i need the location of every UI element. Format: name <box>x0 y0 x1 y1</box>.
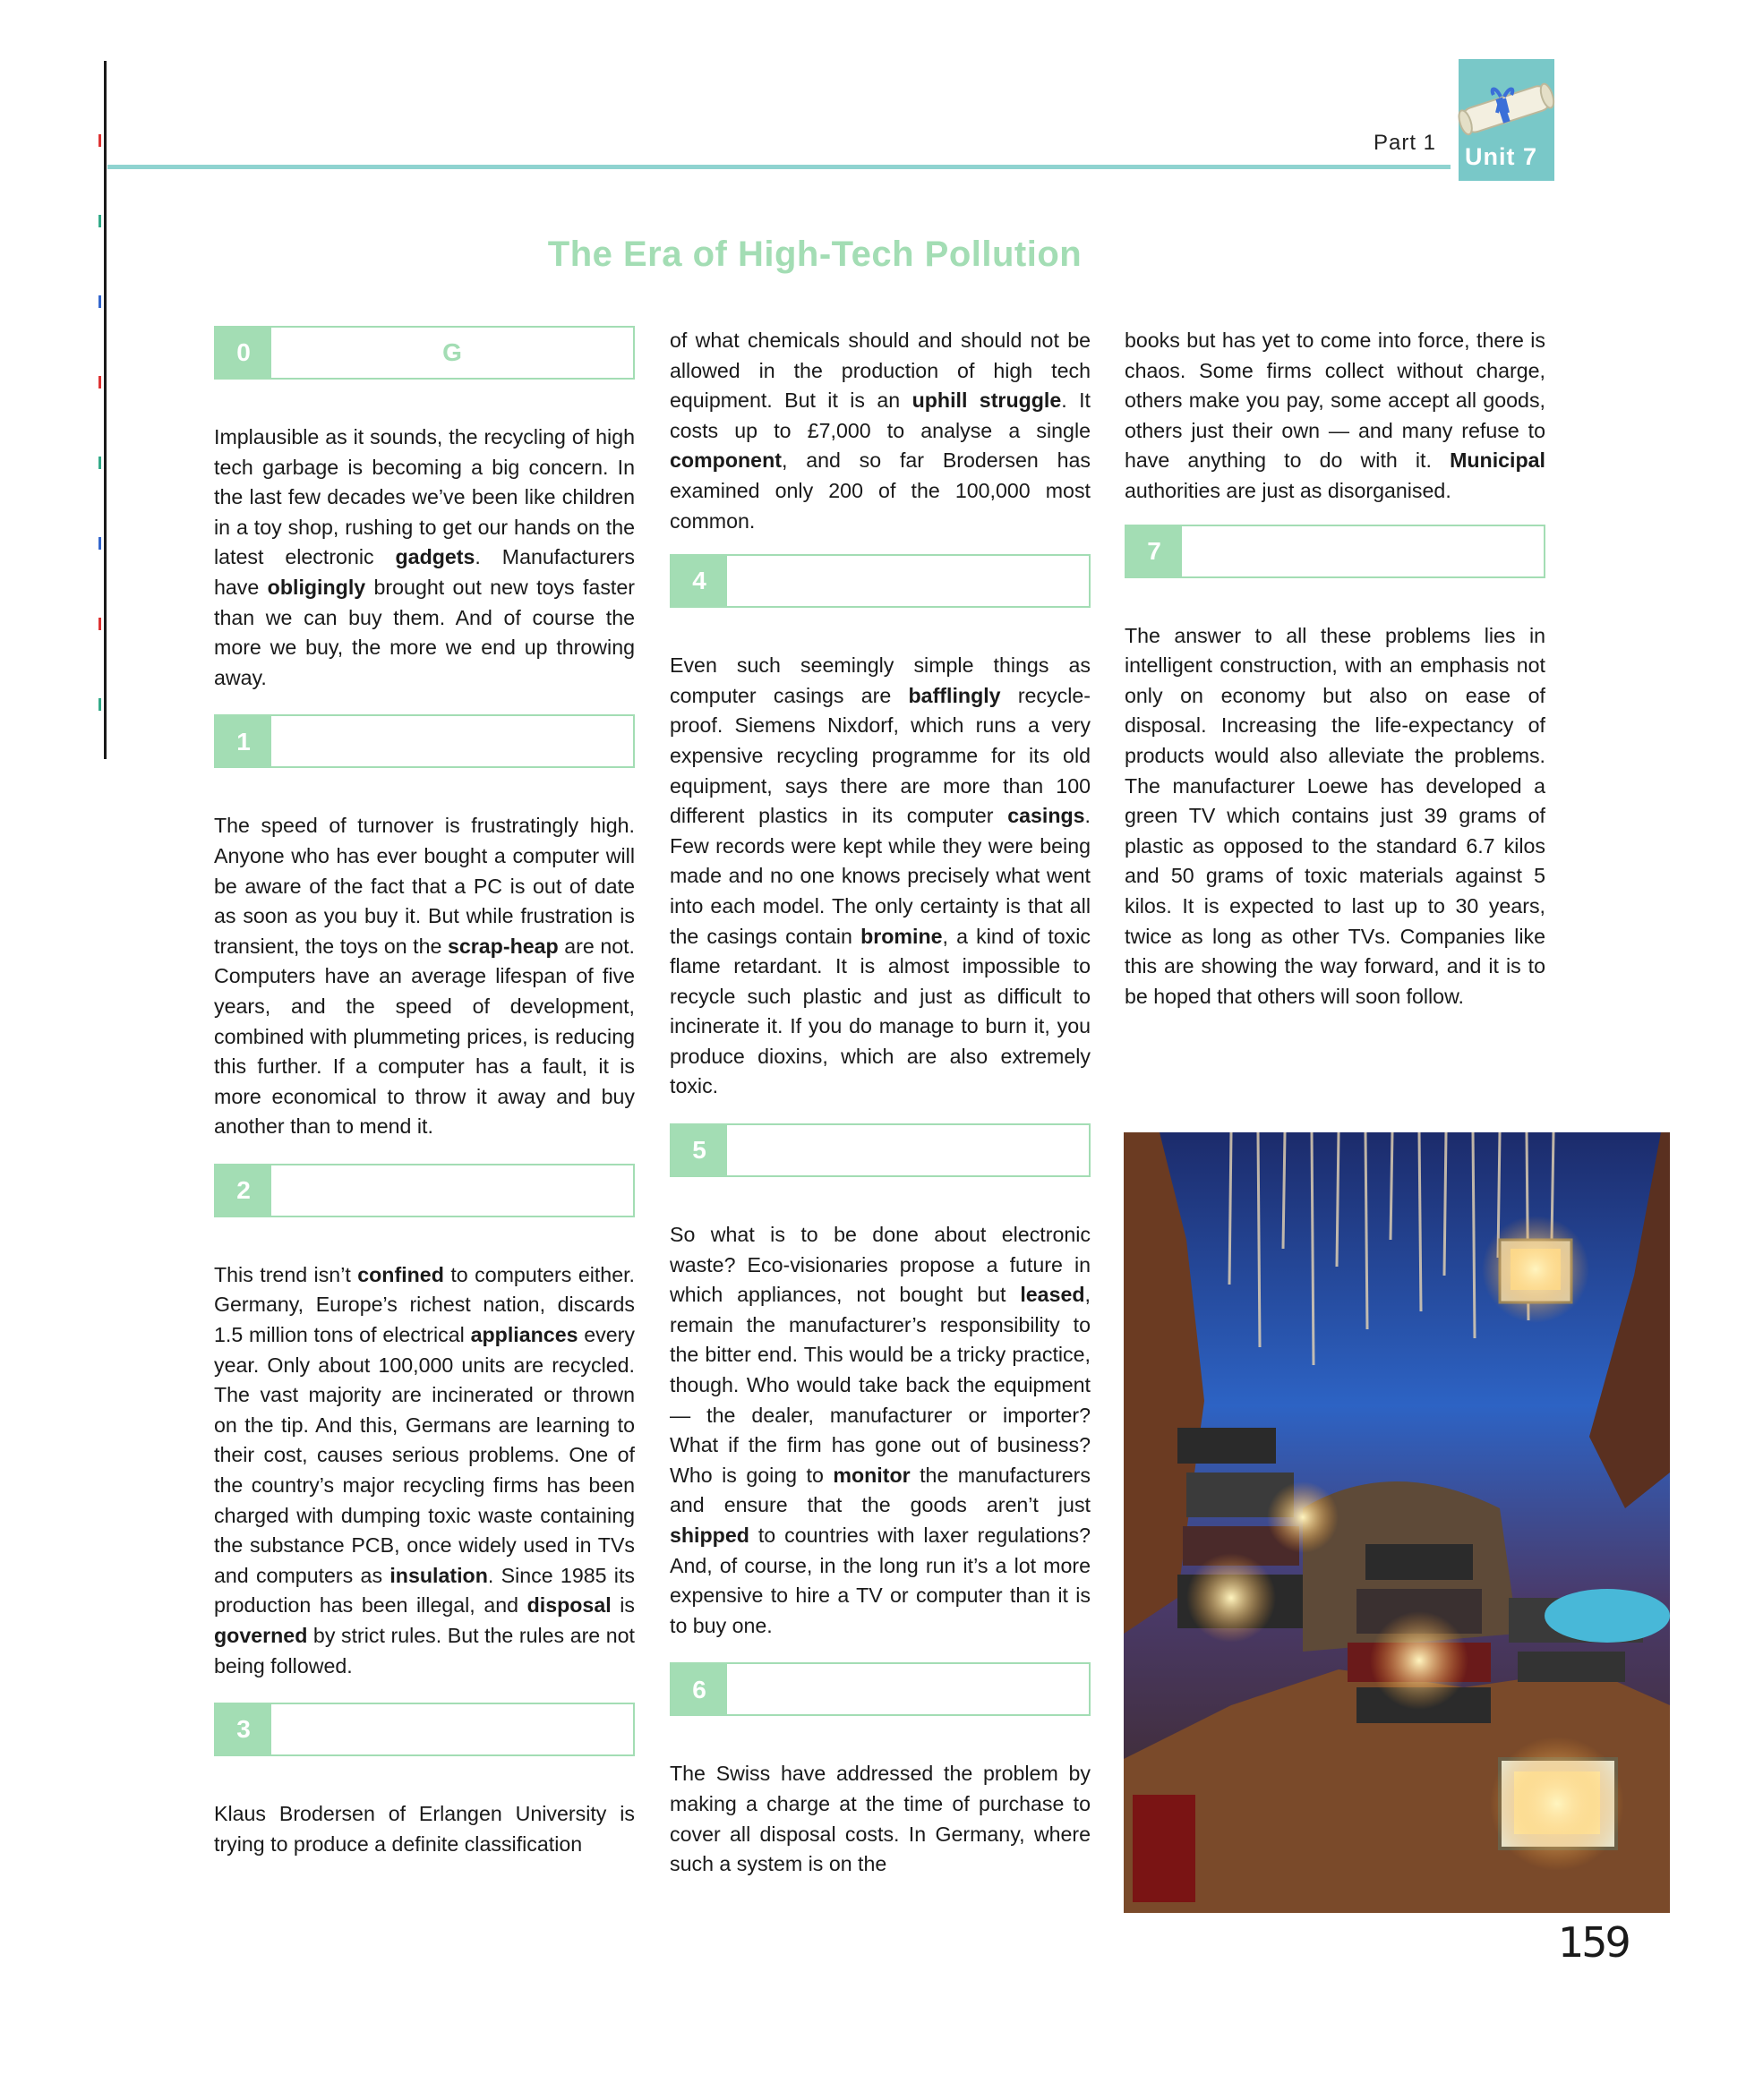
color-tick <box>98 295 101 308</box>
section-heading-text <box>1182 526 1544 576</box>
section-number: 2 <box>216 1165 271 1216</box>
article-title: The Era of High-Tech Pollution <box>547 235 1083 274</box>
color-tick <box>98 134 101 147</box>
color-tick <box>98 698 101 711</box>
paragraph: The answer to all these problems lies in intelligent construction, with an emphasis not only on economy but also on ease of disposal. Increasing the life-expectancy of products would also alleviate the problems. The manufacturer Loewe has developed a green TV which contains just 39 grams of plastic as opposed to the standard 6.7 kilos and 50 grams of toxic materials against 5 kilos. It is expected to last up to 30 years, twice as long as other TVs. Companies like this are showing the way forward, and it is to be hoped that others will soon follow. <box>1125 623 1545 1008</box>
paragraph: This trend isn’t confined to computers either. Germany, Europe’s richest nation, discards 1.5 million tons of electrical appliances every year. Only about 100,000 units are recycled. The vast majority are incinerated or thrown on the tip. And this, Germans are learning to their cost, causes serious problems. One of the country’s major recycling firms has been charged with dumping toxic waste containing the substance PCB, once widely used in TVs and computers as insulation. Since 1985 its production has been illegal, and disposal is governed by strict rules. But the rules are not being followed. <box>214 1262 635 1677</box>
paragraph: books but has yet to come into force, there is chaos. Some firms collect without charge, others make you pay, some accept all goods, others just their own — and many refuse to have anything to do with it. Municipal authorities are just as disorganised. <box>1125 329 1545 502</box>
paragraph: The Swiss have addressed the problem by making a charge at the time of purchase to cover all disposal costs. In Germany, where such a system is on the <box>670 1762 1091 1876</box>
color-tick <box>98 457 101 469</box>
unit-label: Unit 7 <box>1465 143 1538 170</box>
section-heading-7 <box>1125 525 1545 578</box>
diploma-scroll-icon <box>1449 70 1563 147</box>
electronic-waste-photo <box>1124 1132 1670 1913</box>
color-tick <box>98 215 101 227</box>
section-heading-text: G <box>442 338 462 367</box>
paragraph: of what chemicals should and should not be allowed in the production of high tech equipment. But it is an uphill struggle. It costs up to £7,000 to analyse a single component, and so far Brodersen has examined only 200 of the 100,000 most common. <box>670 329 1091 533</box>
section-heading-text <box>727 1125 1089 1175</box>
section-heading-text <box>271 1704 633 1754</box>
color-tick <box>98 537 101 550</box>
section-heading-6 <box>670 1662 1091 1716</box>
paragraph: Even such seemingly simple things as computer casings are bafflingly recycle-proof. Siemens Nixdorf, which runs a very expensive recycling programme for its old equipment, says there are more than 100 different plastics in its computer casings. Few records were kept while they were being made and no one knows precisely what went into each model. The only certainty is that all the casings contain bromine, a kind of toxic flame retardant. It is almost impossible to recycle such plastic and just as difficult to incinerate it. If you do manage to burn it, you produce dioxins, which are also extremely toxic. <box>670 653 1091 1098</box>
section-number: 5 <box>672 1125 727 1175</box>
section-heading-4 <box>670 554 1091 608</box>
paragraph: Implausible as it sounds, the recycling of high tech garbage is becoming a big concern. In the last few decades we’ve been like children in a toy shop, rushing to get our hands on the latest electronic gadgets. Manufacturers have obligingly brought out new toys faster than we can buy them. And of course the more we buy, the more we end up throwing away. <box>214 425 635 689</box>
section-number: 0 <box>216 328 271 378</box>
color-tick <box>98 376 101 388</box>
section-number: 1 <box>216 716 271 766</box>
section-number: 7 <box>1126 526 1182 576</box>
section-heading-2 <box>214 1164 635 1217</box>
section-heading-1 <box>214 714 635 768</box>
section-heading-0 <box>214 326 635 380</box>
column-3 <box>1125 326 1545 1033</box>
header-rule <box>107 165 1451 169</box>
section-heading-text <box>271 1165 633 1216</box>
section-heading-text <box>727 556 1089 606</box>
paragraph: So what is to be done about electronic waste? Eco-visionaries propose a future in which appliances, not bought but leased, remain the manufacturer’s responsibility to the bitter end. This would be a tricky practice, though. Who would take back the equipment — the dealer, manufacturer or importer? What if the firm has gone out of business? Who is going to monitor the manufacturers and ensure that the goods aren’t just shipped to countries with laxer regulations? And, of course, in the long run it’s a lot more expensive to hire a TV or computer than it is to buy one. <box>670 1223 1091 1637</box>
paragraph: The speed of turnover is frustratingly high. Anyone who has ever bought a computer will be aware of the fact that a PC is out of date as soon as you buy it. But while frustration is transient, the toys on the scrap-heap are not. Computers have an average lifespan of five years, and the speed of development, combined with plummeting prices, is reducing this further. If a computer has a fault, it is more economical to throw it away and buy another than to mend it. <box>214 814 635 1139</box>
paragraph: Klaus Brodersen of Erlangen University is trying to produce a definite classification <box>214 1802 635 1856</box>
color-tick <box>98 618 101 630</box>
section-heading-3 <box>214 1703 635 1756</box>
section-heading-text <box>271 716 633 766</box>
left-margin-rule <box>104 61 107 759</box>
column-2 <box>670 326 1091 1901</box>
column-1 <box>214 326 635 1881</box>
section-number: 3 <box>216 1704 271 1754</box>
section-number: 6 <box>672 1664 727 1714</box>
part-label: Part 1 <box>1374 131 1437 155</box>
section-heading-text <box>727 1664 1089 1714</box>
section-number: 4 <box>672 556 727 606</box>
page-number: 159 <box>1558 1918 1629 1967</box>
section-heading-5 <box>670 1123 1091 1177</box>
